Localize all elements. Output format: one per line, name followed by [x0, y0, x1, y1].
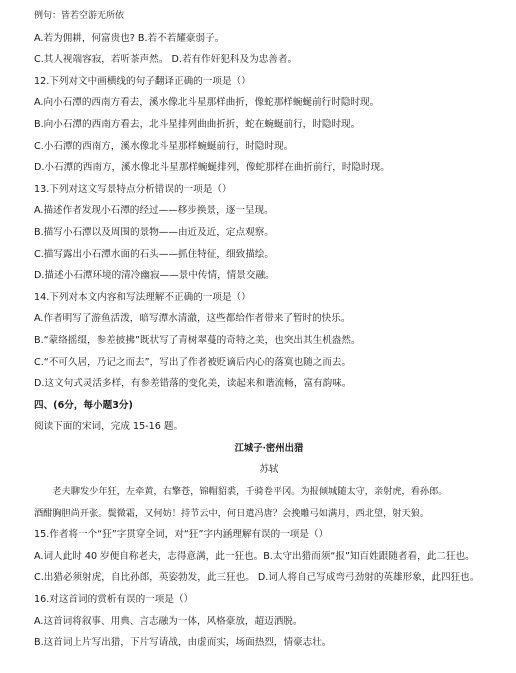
q12-option-d: D.小石潭的西南方，溪水像北斗星那样蜿蜒排列，像蛇那样在曲折前行，时隐时现。	[34, 162, 390, 174]
q12-option-b: B.向小石潭的西南方看去，北斗星排列曲曲折折，蛇在蜿蜒前行，时隐时现。	[34, 118, 361, 130]
q13-stem: 13.下列对这文写景特点分析错误的一项是（）	[34, 183, 232, 195]
poem-line-2: 酒酣胸胆尚开张。鬓微霜，又何妨！持节云中，何日遣冯唐？会挽雕弓如满月，西北望，射天狼。	[34, 507, 430, 519]
section-heading: 四、(6分，每小题3分)	[34, 399, 133, 411]
q13-option-c: C.描写露出小石潭水面的石头——抓住特征，细致描绘。	[34, 248, 274, 260]
q14-option-a: A.作者明写了游鱼活泼，暗写潭水清澈，这些都给作者带来了暂时的快乐。	[34, 313, 351, 325]
q14-option-d: D.这文句式灵活多样，有参差错落的变化美，读起来和谐流畅，富有韵味。	[34, 378, 352, 390]
q16-stem: 16.对这首词的赏析有误的一项是（）	[34, 594, 194, 606]
reading-instruction: 阅读下面的宋词，完成 15-16 题。	[34, 421, 184, 433]
q13-option-b: B.描写小石潭以及周围的景物——由近及近，定点观察。	[34, 226, 274, 238]
q14-option-c: C.“不可久居，乃记之而去”，写出了作者被贬谪后内心的落寞也随之而去。	[34, 356, 352, 368]
q15-options-ab: A.词人此时 40 岁便自称老夫，志得意满，此一狂也。B.太守出猎而须“报”知百姓跟随者看，此二狂也。	[34, 550, 475, 562]
poem-title: 江城子·密州出猎	[234, 442, 304, 454]
q16-option-b: B.这首词上片写出猎，下片写请战，由虚而实，场面热烈，情豪志壮。	[34, 637, 332, 649]
q14-option-b: B.“蒙络摇缀，参差披拂”既状写了青树翠蔓的奇特之美，也突出其生机盎然。	[34, 334, 361, 346]
q12-option-c: C.小石潭的西南方，溪水像北斗星那样蜿蜒前行，时隐时现。	[34, 140, 294, 152]
example-sentence: 例句：皆若空游无所依	[34, 11, 125, 21]
q14-stem: 14.下列对本文内容和写法理解不正确的一项是（）	[34, 291, 251, 303]
q16-option-a: A.这首词将叙事、用典、言志融为一体，风格豪放，超迈洒脱。	[34, 615, 303, 627]
poem-author: 苏轼	[259, 464, 279, 476]
q15-options-cd: C.出猎必须射虎，自比孙郎，英姿勃发，此三狂也。 D.词人将自己写成弯弓劲射的英雄形象，此四狂也。	[34, 572, 480, 584]
poem-line-1: 老夫聊发少年狂，左牵黄，右擎苍，锦帽貂裘，千骑卷平冈。为报倾城随太守，亲射虎，看孙郎。	[52, 486, 448, 498]
q11-options-cd: C.其人视端容寂，若听茶声然。 D.若有作奸犯科及为忠善者。	[34, 54, 298, 66]
q11-options-ab: A.若为佣耕，何富贵也? B.若不若耀豪弱子。	[34, 32, 225, 44]
q13-option-d: D.描述小石潭环境的清冷幽寂——景中传情，情景交融。	[34, 270, 275, 282]
q12-stem: 12.下列对文中画横线的句子翻译正确的一项是（）	[34, 75, 251, 87]
q13-option-a: A.描述作者发现小石潭的经过——移步换景，逐一呈现。	[34, 205, 274, 217]
q15-stem: 15.作者将一个“狂”字贯穿全词，对“狂”字内涵理解有误的一项是（）	[34, 529, 329, 541]
q12-option-a: A.向小石潭的西南方看去，溪水像北斗星那样曲折，像蛇那样蜿蜒前行时隐时现。	[34, 97, 380, 109]
